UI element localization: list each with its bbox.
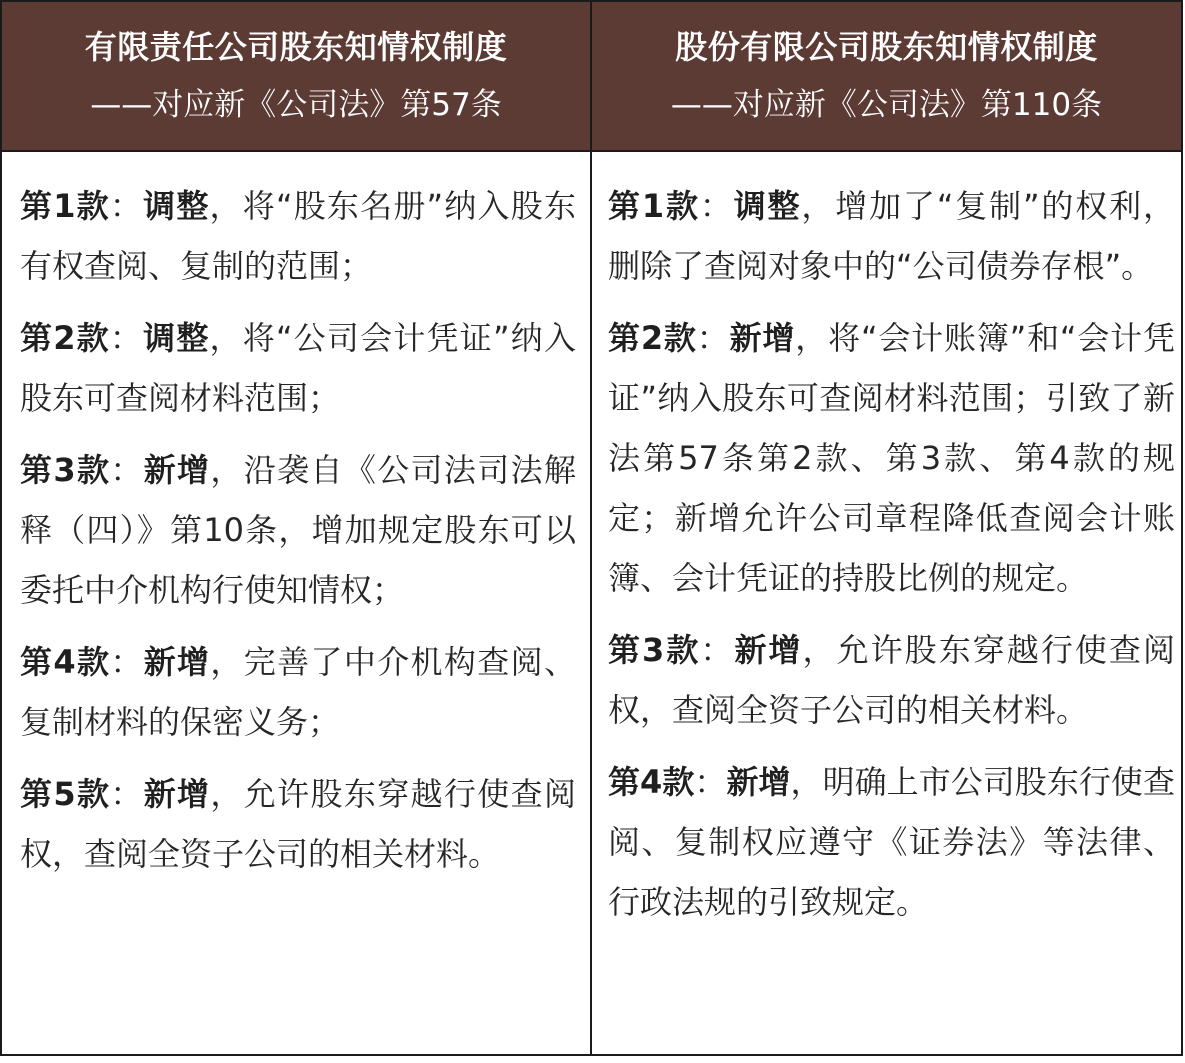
clause-type: 调整 bbox=[143, 187, 210, 225]
clause-separator: ： bbox=[700, 631, 735, 669]
clause-number: 第2款 bbox=[20, 319, 110, 357]
clause-number: 第2款 bbox=[608, 319, 697, 357]
right-clause-item bbox=[608, 620, 1175, 740]
clause-type: 新增 bbox=[729, 319, 796, 357]
clause-separator: ： bbox=[110, 451, 144, 489]
header-left bbox=[2, 2, 592, 152]
clause-text: ，将“公司会计凭证”纳入股东可查阅材料范围； bbox=[20, 319, 576, 417]
right-clause-item bbox=[608, 176, 1175, 296]
clause-type: 新增 bbox=[143, 775, 211, 813]
header-left-title: 有限责任公司股东知情权制度 bbox=[84, 28, 508, 66]
clause-text: ，完善了中介机构查阅、复制材料的保密义务； bbox=[20, 643, 576, 741]
clause-number: 第4款 bbox=[608, 763, 695, 801]
clause-type: 新增 bbox=[734, 631, 803, 669]
clause-text: ，将“会计账簿”和“会计凭证”纳入股东可查阅材料范围；引致了新法第57条第2款、第3款、第4款的规定；新增允许公司章程降低查阅会计账簿、会计凭证的持股比例的规定。 bbox=[608, 319, 1175, 597]
clause-text: ，增加了“复制”的权利，删除了查阅对象中的“公司债券存根”。 bbox=[608, 187, 1175, 285]
clause-type: 新增 bbox=[726, 763, 791, 801]
left-clause-item bbox=[20, 176, 576, 296]
left-clause-item bbox=[20, 632, 576, 752]
clause-text: ，允许股东穿越行使查阅权，查阅全资子公司的相关材料。 bbox=[608, 631, 1175, 729]
clause-text: ，将“股东名册”纳入股东有权查阅、复制的范围； bbox=[20, 187, 576, 285]
clause-type: 新增 bbox=[143, 451, 211, 489]
clause-number: 第1款 bbox=[20, 187, 110, 225]
clause-number: 第3款 bbox=[20, 451, 111, 489]
clause-number: 第4款 bbox=[20, 643, 111, 681]
left-column bbox=[2, 152, 592, 1054]
clause-type: 调整 bbox=[733, 187, 802, 225]
left-clause-item bbox=[20, 764, 576, 884]
clause-separator: ： bbox=[110, 775, 144, 813]
right-clause-item bbox=[608, 308, 1175, 608]
right-clause-item bbox=[608, 752, 1175, 932]
header-left-subtitle: ——对应新《公司法》第57条 bbox=[90, 87, 502, 123]
clause-type: 调整 bbox=[143, 319, 210, 357]
right-column bbox=[592, 152, 1181, 1054]
left-clause-item bbox=[20, 308, 576, 428]
left-clause-item bbox=[20, 440, 576, 620]
clause-number: 第3款 bbox=[608, 631, 701, 669]
header-right-subtitle: ——对应新《公司法》第110条 bbox=[670, 87, 1103, 123]
clause-separator: ： bbox=[699, 187, 734, 225]
clause-separator: ： bbox=[696, 319, 730, 357]
clause-number: 第5款 bbox=[20, 775, 111, 813]
clause-separator: ： bbox=[109, 319, 144, 357]
clause-separator: ： bbox=[110, 643, 144, 681]
clause-separator: ： bbox=[694, 763, 727, 801]
clause-type: 新增 bbox=[143, 643, 211, 681]
clause-text: ，允许股东穿越行使查阅权，查阅全资子公司的相关材料。 bbox=[20, 775, 576, 873]
clause-separator: ： bbox=[109, 187, 144, 225]
header-right bbox=[592, 2, 1181, 152]
clause-number: 第1款 bbox=[608, 187, 700, 225]
header-right-title: 股份有限公司股东知情权制度 bbox=[675, 28, 1098, 66]
clause-text: ，明确上市公司股东行使查阅、复制权应遵守《证券法》等法律、行政法规的引致规定。 bbox=[608, 763, 1175, 921]
clause-text: ，沿袭自《公司法司法解释（四）》第10条，增加规定股东可以委托中介机构行使知情权； bbox=[20, 451, 576, 609]
